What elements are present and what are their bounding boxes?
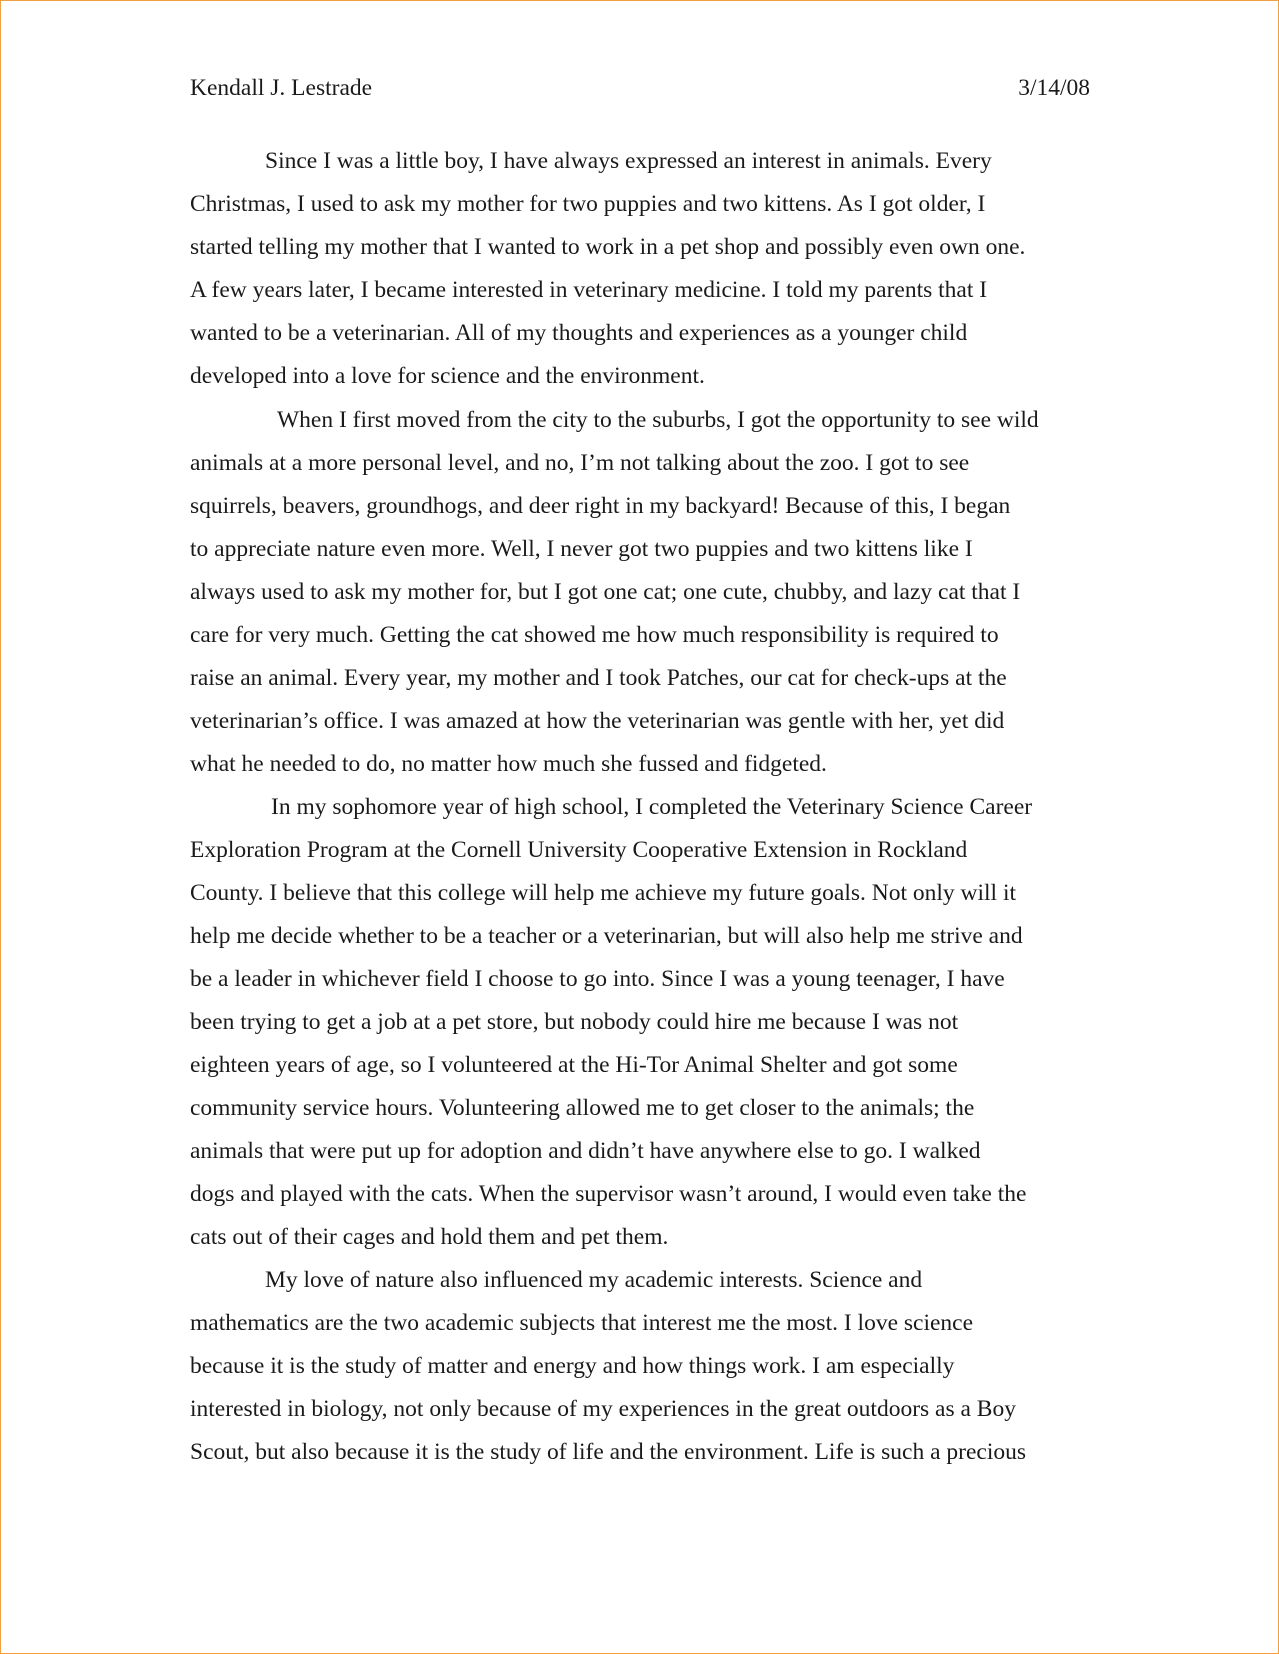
essay-line: In my sophomore year of high school, I completed the Veterinary Science Career <box>271 794 1033 820</box>
essay-line: eighteen years of age, so I volunteered at the Hi-Tor Animal Shelter and got some <box>190 1052 958 1078</box>
essay-line: Exploration Program at the Cornell University Cooperative Extension in Rockland <box>190 837 968 863</box>
essay-line: animals that were put up for adoption and didn’t have anywhere else to go. I walked <box>190 1138 981 1164</box>
essay-line: Since I was a little boy, I have always expressed an interest in animals. Every <box>265 148 992 174</box>
essay-line: always used to ask my mother for, but I got one cat; one cute, chubby, and lazy cat that I <box>190 579 1021 605</box>
essay-line: dogs and played with the cats. When the supervisor wasn’t around, I would even take the <box>190 1181 1027 1207</box>
essay-line: When I first moved from the city to the suburbs, I got the opportunity to see wild <box>277 407 1039 433</box>
essay-line: squirrels, beavers, groundhogs, and deer right in my backyard! Because of this, I began <box>190 493 1011 519</box>
essay-line: wanted to be a veterinarian. All of my thoughts and experiences as a younger child <box>190 320 968 346</box>
essay-line: help me decide whether to be a teacher or a veterinarian, but will also help me strive and <box>190 923 1023 949</box>
essay-line: been trying to get a job at a pet store, but nobody could hire me because I was not <box>190 1009 959 1035</box>
essay-line: started telling my mother that I wanted to work in a pet shop and possibly even own one. <box>190 234 1026 260</box>
essay-line: care for very much. Getting the cat showed me how much responsibility is required to <box>190 622 999 648</box>
essay-line: to appreciate nature even more. Well, I never got two puppies and two kittens like I <box>190 536 973 562</box>
author-name: Kendall J. Lestrade <box>190 75 373 101</box>
essay-line: Scout, but also because it is the study of life and the environment. Life is such a precious <box>190 1439 1027 1465</box>
essay-line: raise an animal. Every year, my mother and I took Patches, our cat for check-ups at the <box>190 665 1007 691</box>
essay-line: A few years later, I became interested in veterinary medicine. I told my parents that I <box>190 277 988 303</box>
essay-line: what he needed to do, no matter how much she fussed and fidgeted. <box>190 751 827 777</box>
essay-line: Christmas, I used to ask my mother for two puppies and two kittens. As I got older, I <box>190 191 986 217</box>
document-date: 3/14/08 <box>1018 75 1090 101</box>
essay-line: mathematics are the two academic subjects that interest me the most. I love science <box>190 1310 974 1336</box>
essay-line: community service hours. Volunteering allowed me to get closer to the animals; the <box>190 1095 975 1121</box>
essay-line: County. I believe that this college will help me achieve my future goals. Not only will it <box>190 880 1017 906</box>
essay-line: veterinarian’s office. I was amazed at how the veterinarian was gentle with her, yet did <box>190 708 1005 734</box>
essay-line: interested in biology, not only because of my experiences in the great outdoors as a Boy <box>190 1396 1016 1422</box>
essay-line: developed into a love for science and the environment. <box>190 363 705 389</box>
essay-line: My love of nature also influenced my academic interests. Science and <box>265 1267 923 1293</box>
essay-line: animals at a more personal level, and no, I’m not talking about the zoo. I got to see <box>190 450 970 476</box>
essay-line: be a leader in whichever field I choose to go into. Since I was a young teenager, I have <box>190 966 1005 992</box>
essay-line: because it is the study of matter and energy and how things work. I am especially <box>190 1353 955 1379</box>
essay-line: cats out of their cages and hold them and pet them. <box>190 1224 669 1250</box>
